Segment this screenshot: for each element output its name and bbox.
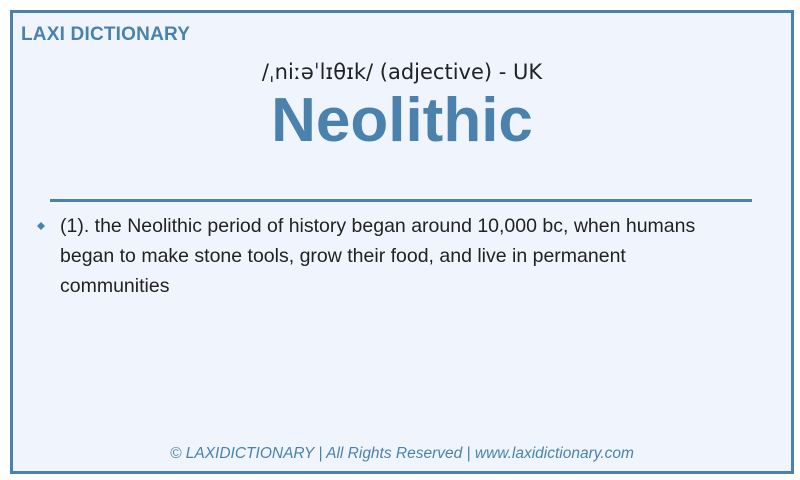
- dictionary-card: [10, 10, 794, 474]
- footer-copyright: © LAXIDICTIONARY | All Rights Reserved | www.laxidictionary.com: [170, 445, 634, 462]
- definition-text: (1). the Neolithic period of history began around 10,000 bc, when humans began to make stone tools, grow their food, and live in permanent communities: [60, 215, 696, 297]
- brand-logo-text: LAXI DICTIONARY: [21, 24, 191, 45]
- definition-item: [13, 211, 791, 301]
- divider: [50, 199, 752, 202]
- definition-list: [13, 211, 791, 301]
- pronunciation: /ˌniːəˈlɪθɪk/ (adjective) - UK: [261, 60, 543, 84]
- diamond-bullet-icon: [37, 222, 45, 230]
- headword-title: Neolithic: [271, 86, 533, 155]
